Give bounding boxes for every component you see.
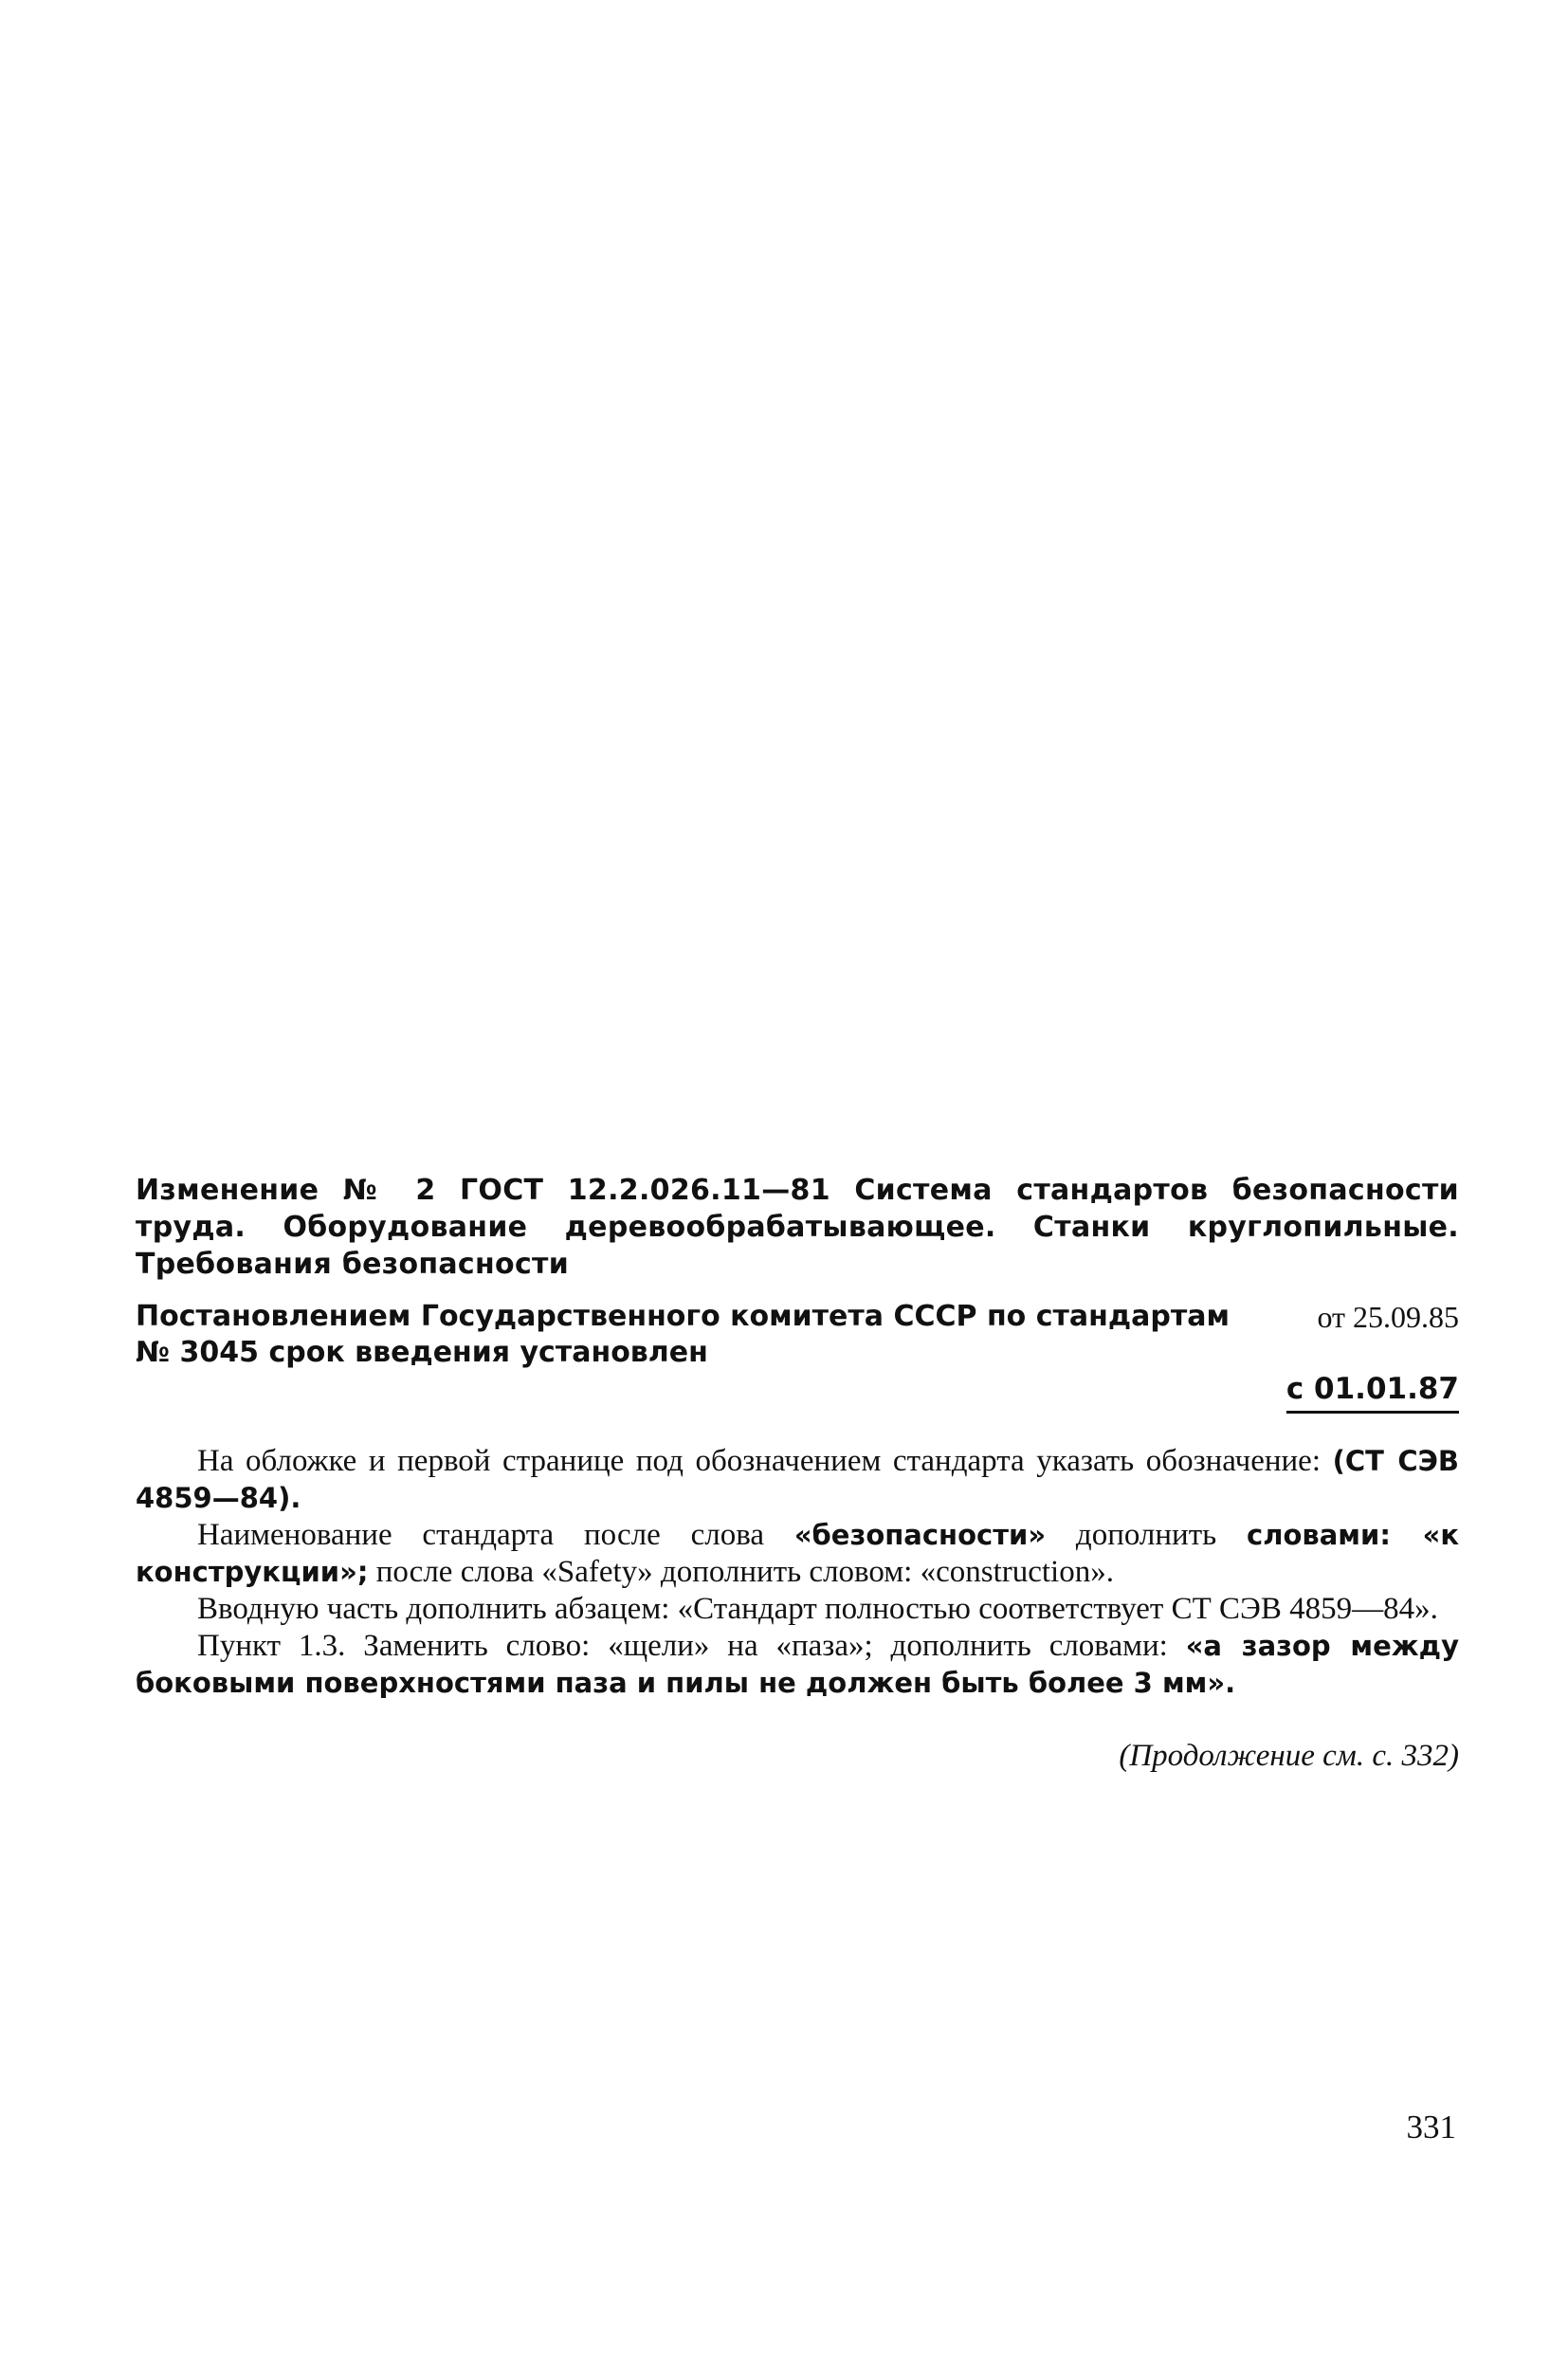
- paragraph-cover-text: На обложке и первой странице под обозначением стандарта указать обозначение:: [197, 1444, 1321, 1478]
- effective-date: с 01.01.87: [1286, 1371, 1459, 1414]
- paragraph-intro: [136, 1591, 1459, 1628]
- resolution-date: от 25.09.85: [1317, 1300, 1459, 1334]
- resolution-line-1: Постановлением Государственного комитета СССР по стандартам: [136, 1300, 1230, 1333]
- paragraph-cover: [136, 1443, 1459, 1517]
- paragraph-clause-text: Пункт 1.3. Заменить слово: «щели» на «паза»; дополнить словами:: [197, 1629, 1168, 1663]
- paragraph-title: [136, 1517, 1459, 1591]
- continuation-note: (Продолжение см. с. 332): [1119, 1739, 1459, 1773]
- resolution-line-2: № 3045 срок введения установлен: [136, 1336, 708, 1369]
- paragraph-title-text-b: дополнить: [1075, 1518, 1217, 1552]
- resolution-row: [136, 1299, 1459, 1335]
- paragraph-clause-bold: «а зазор между боковыми поверхностями паза и пилы не должен быть более 3 мм».: [136, 1630, 1459, 1699]
- paragraph-clause-1-3: [136, 1628, 1459, 1702]
- paragraph-title-text-a: Наименование стандарта после слова: [197, 1518, 764, 1552]
- paragraph-intro-text: Вводную часть дополнить абзацем: «Стандарт полностью соответствует СТ СЭВ 4859—84».: [197, 1592, 1438, 1626]
- page-number: 331: [1406, 2109, 1456, 2146]
- paragraph-title-bold-b: словами: «к конструкции»;: [136, 1519, 1460, 1588]
- resolution-block: [136, 1299, 1459, 1371]
- paragraph-title-text-c: после слова «Safety» дополнить словом: «construction».: [375, 1555, 1114, 1589]
- change-notice-heading: Изменение № 2 ГОСТ 12.2.026.11—81 Система стандартов безопасности труда. Оборудование деревообрабатывающее. Станки круглопильные. Требования безопасности: [136, 1174, 1459, 1281]
- amendment-body: [136, 1443, 1459, 1702]
- paragraph-title-bold-a: «безопасности»: [793, 1519, 1047, 1551]
- paragraph-cover-bold: (СТ СЭВ 4859—84).: [136, 1445, 1459, 1514]
